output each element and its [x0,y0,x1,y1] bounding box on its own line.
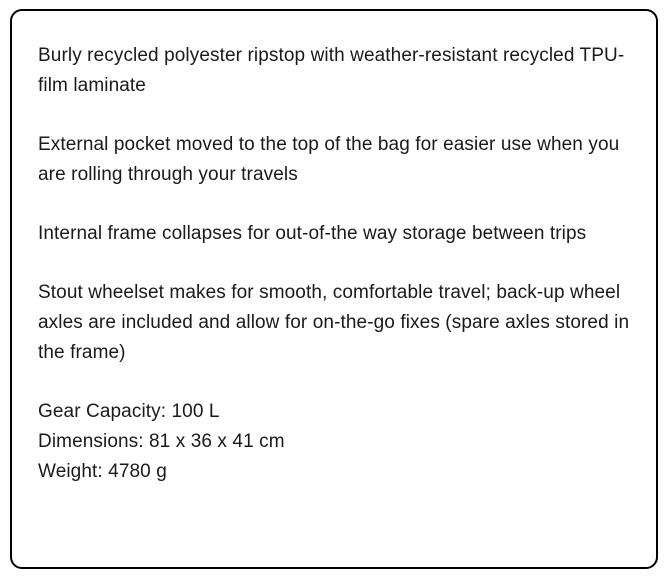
spec-gear-capacity: Gear Capacity: 100 L [38,401,220,422]
feature-paragraph-4: Stout wheelset makes for smooth, comfortable travel; back-up wheel axles are included and allow for on-the-go fixes (spare axles stored in the frame) [38,282,630,363]
product-details-content [12,11,656,487]
feature-paragraph-1: Burly recycled polyester ripstop with weather-resistant recycled TPU-film laminate [38,45,625,96]
feature-paragraph-2: External pocket moved to the top of the bag for easier use when you are rolling through your travels [38,134,620,185]
specifications-list [38,397,630,487]
feature-paragraph-3: Internal frame collapses for out-of-the way storage between trips [38,223,587,244]
spec-dimensions: Dimensions: 81 x 36 x 41 cm [38,431,285,452]
spec-weight: Weight: 4780 g [38,461,167,482]
product-details-panel [10,9,658,569]
